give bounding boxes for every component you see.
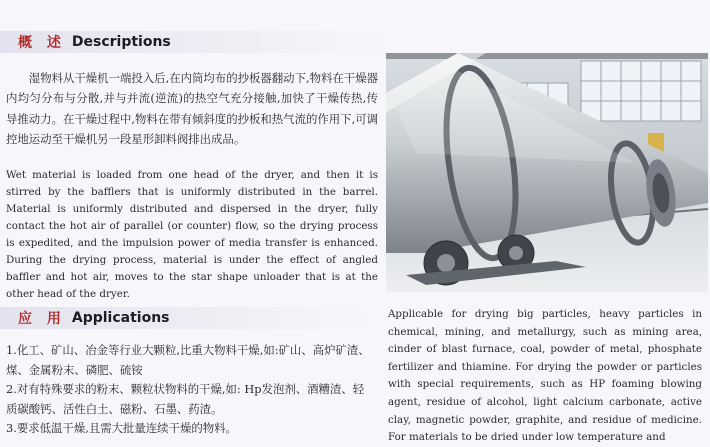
descriptions-heading	[0, 31, 395, 53]
descriptions-paragraph-cn: 湿物料从干燥机一端投入后,在内筒均布的抄板器翻动下,物料在干燥器内均匀分布与分散,并与并流(逆流)的热空气充分接触,加快了干燥传热,传导推动力。在干燥过程中,物料在带有倾斜度的抄板和热气流的作用下,可调控地运动至干燥机另一段星形卸料阀排出成品。	[6, 71, 378, 147]
descriptions-heading-cn: 概 述	[18, 35, 66, 51]
applications-list	[6, 341, 374, 439]
rotary-dryer-photo	[386, 53, 708, 292]
descriptions-heading-en: Descriptions	[71, 34, 171, 50]
applications-heading	[0, 307, 375, 329]
applications-paragraph-en: Applicable for drying big particles, heavy particles in chemical, mining, and metallurgy, such as mining area, cinder of blast furnace, coal, powder of metal, phosphate fertilizer and thiamine. For drying the powder or particles with special requirements, such as HP foaming blowing agent, residue of alcohol, light calcium carbonate, active clay, magnetic powder, graphite, and residue of medicine. For materials to be dried under low temperature and	[388, 308, 702, 444]
applications-item-2: 2.对有特殊要求的粉末、颗粒状物料的干燥,如: Hp发泡剂、酒糟渣、轻质碳酸钙、活性白土、磁粉、石墨、药渣。	[6, 382, 365, 416]
applications-item-1: 1.化工、矿山、冶金等行业大颗粒,比重大物料干燥,如:矿山、高炉矿渣、煤、金属粉末、磷肥、硫铵	[6, 343, 370, 377]
descriptions-paragraph-en: Wet material is loaded from one head of the dryer, and then it is stirred by the bafflers that is uniformly distributed in the barrel. Material is uniformly distributed and dispersed in the dryer, fully contact the hot air of parallel (or counter) flow, so the drying process is expedited, and the impulsion power of media transfer is enhanced. During the drying process, material is under the effect of angled baffler and hot air, moves to the star shape unloader that is at the other head of the dryer.	[6, 169, 378, 300]
applications-heading-en: Applications	[71, 310, 170, 326]
applications-item-3: 3.要求低温干燥,且需大批量连续干燥的物料。	[6, 421, 237, 436]
applications-heading-cn: 应 用	[18, 311, 66, 327]
